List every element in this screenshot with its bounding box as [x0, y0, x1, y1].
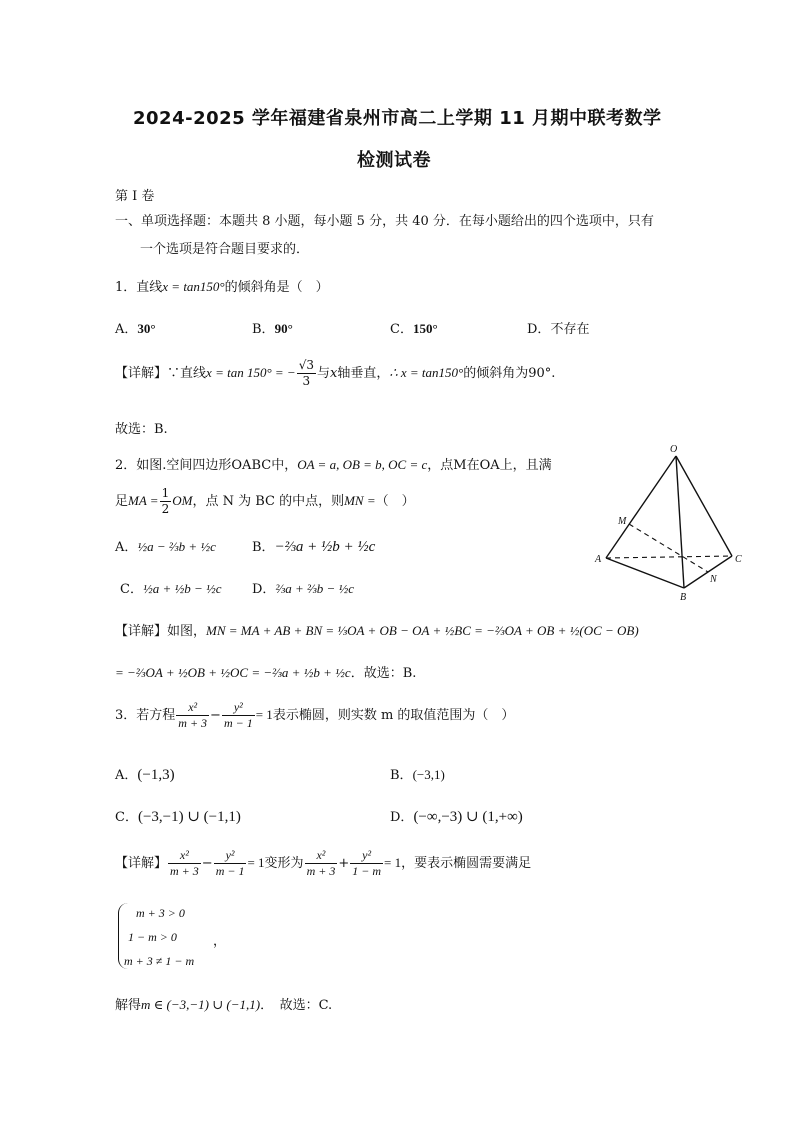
q3-detail-suffix: ，要表示椭圆需要满足	[401, 856, 532, 871]
q2-option-c-label: C．	[120, 582, 143, 597]
q3-answer: ． 故选：C.	[260, 998, 333, 1013]
q3-detail-eq2: = 1	[384, 855, 402, 870]
q2-option-b	[252, 536, 375, 556]
q2-stem-line1-end: ，点M在OA上，且满	[427, 458, 552, 473]
q3-stem-suffix: 表示椭圆，则实数 m 的取值范围为（ ）	[272, 708, 515, 723]
q3-frac-y	[222, 700, 255, 731]
q3-option-d	[390, 806, 523, 826]
q2-option-a-label: A．	[115, 540, 138, 555]
q2-half-den: 2	[161, 502, 170, 516]
q3-detail-frac-x	[168, 848, 201, 879]
q3-system-comma: ，	[213, 934, 227, 949]
label-a: A	[595, 554, 602, 565]
q1-option-d-value: 不存在	[550, 322, 590, 337]
q3-frac-x-den: m + 3	[178, 716, 208, 730]
q3-detail-frac-y2	[350, 848, 383, 879]
q1-detail-x: x	[330, 366, 338, 381]
q3-option-a	[115, 764, 175, 784]
q1-option-b	[252, 318, 293, 337]
q3-stem-prefix: 3．若方程	[115, 708, 176, 723]
q3-frac-x-num: x²	[176, 700, 209, 716]
q3-detail-frac-y-den: m − 1	[215, 864, 245, 878]
q3-option-c	[115, 806, 241, 826]
q1-frac-den: 3	[302, 374, 311, 388]
q1-option-a-label: A．	[115, 322, 138, 337]
q2-option-d-label: D．	[252, 582, 276, 597]
q2-option-a	[115, 536, 216, 555]
q3-system-line1: m + 3 > 0	[136, 906, 185, 920]
q1-stem-formula: x = tan150°	[162, 279, 225, 294]
q1-detail-fraction	[297, 358, 316, 389]
q1-option-a	[115, 318, 156, 337]
q3-option-a-label: A．	[115, 768, 138, 783]
q3-detail-frac-x2	[305, 848, 338, 879]
q3-option-d-label: D．	[390, 810, 414, 825]
q1-detail-c: 轴垂直，	[337, 366, 390, 381]
q1-stem	[115, 276, 329, 295]
q1-option-b-value: 90°	[274, 321, 293, 336]
label-n: N	[710, 574, 717, 585]
page-title-line2: 检测试卷	[357, 150, 431, 171]
because-icon: ∵	[167, 366, 181, 381]
q2-detail-line2	[115, 662, 416, 681]
edge-ab	[606, 558, 684, 588]
q3-solution	[115, 994, 332, 1013]
section-instruction-line1: 一、单项选择题：本题共 8 小题，每小题 5 分，共 40 分．在每小题给出的四个选项中，只有	[115, 214, 654, 229]
q2-stem-line1	[115, 454, 552, 473]
q2-detail-line1-formula: MN = MA + AB + BN = ⅓OA + OB − OA + ½BC = −⅔OA + OB + ½(OC − OB)	[206, 623, 639, 638]
q3-option-b-label: B．	[390, 768, 413, 783]
q3-option-b-value: (−3,1)	[412, 767, 445, 782]
q2-stem-prefix: 2．如图.空间四边形OABC中，	[115, 458, 298, 473]
q2-stem-line2-b: ，点 N 为 BC 的中点，则	[192, 494, 345, 509]
q1-detail	[115, 358, 555, 389]
q3-system-line3: m + 3 ≠ 1 − m	[124, 954, 195, 968]
q2-stem-line2	[115, 486, 415, 517]
q3-solve-formula: m ∈ (−3,−1) ∪ (−1,1)	[141, 997, 261, 1012]
q1-frac-num: √3	[298, 358, 314, 372]
q3-option-c-label: C．	[115, 810, 138, 825]
q2-vector-mn: MN =	[344, 493, 376, 508]
edge-ob	[676, 456, 684, 588]
label-b: B	[680, 592, 687, 603]
edge-ac-hidden	[606, 556, 732, 558]
q3-detail-frac-x2-den: m + 3	[306, 864, 336, 878]
q2-option-c	[120, 578, 222, 597]
q3-detail-frac-y	[214, 848, 247, 879]
q2-option-c-value: ½a + ½b − ½c	[142, 581, 222, 596]
q1-option-d-label: D．	[527, 322, 551, 337]
q3-option-b	[390, 764, 445, 783]
q1-option-b-label: B．	[252, 322, 275, 337]
q3-detail-plus: +	[338, 856, 350, 871]
page-title-line1: 2024-2025 学年福建省泉州市高二上学期 11 月期中联考数学	[133, 108, 662, 129]
q3-frac-y-num: y²	[222, 700, 255, 716]
q2-stem-line2-a: 足	[115, 494, 129, 509]
tetrahedron-figure	[592, 440, 762, 610]
q2-stem-line2-c: （ ）	[375, 494, 415, 509]
q1-answer: 故选：B.	[115, 422, 168, 437]
q1-detail-formula: x = tan 150° = −	[206, 365, 296, 380]
q3-solve-label: 解得	[115, 998, 142, 1013]
q1-option-c-label: C．	[390, 322, 413, 337]
q2-detail-line1-a: 如图，	[167, 624, 207, 639]
q2-detail-line2-formula: = −⅔OA + ½OB + ½OC = −⅔a + ½b + ½c	[115, 665, 351, 680]
q2-stem-vectors: OA = a, OB = b, OC = c	[297, 457, 428, 472]
q2-half-num: 1	[161, 486, 170, 500]
q1-option-c-value: 150°	[412, 321, 438, 336]
label-m: M	[618, 516, 627, 527]
q3-option-d-value: (−∞,−3) ∪ (1,+∞)	[413, 809, 523, 825]
q1-stem-prefix: 1．直线	[115, 280, 163, 295]
q2-option-b-label: B．	[252, 540, 275, 555]
q2-option-d	[252, 578, 354, 597]
q3-detail-frac-y2-den: 1 − m	[352, 864, 381, 878]
q1-stem-suffix: 的倾斜角是（ ）	[224, 280, 329, 295]
q3-detail-minus: −	[201, 856, 213, 871]
q3-detail-frac-x2-num: x²	[305, 848, 338, 864]
q2-answer: ．故选：B.	[350, 666, 417, 681]
q2-vector-ma: MA =	[128, 493, 159, 508]
q3-detail-mid: 变形为	[264, 856, 304, 871]
q3-detail-frac-y-num: y²	[214, 848, 247, 864]
q2-detail-tag: 【详解】	[115, 624, 168, 639]
q3-detail-frac-x-num: x²	[168, 848, 201, 864]
q3-detail-frac-x-den: m + 3	[170, 864, 199, 878]
q1-option-a-value: 30°	[137, 321, 156, 336]
q1-detail-e: 的倾斜角为90°.	[463, 366, 556, 381]
q3-frac-y-den: m − 1	[223, 716, 253, 730]
q3-detail-eq: = 1	[247, 855, 265, 870]
q3-minus: −	[210, 708, 221, 723]
q2-vector-om: OM	[172, 493, 193, 508]
q3-stem	[115, 700, 514, 731]
q2-detail-line1	[115, 620, 639, 639]
part-label: 第 I 卷	[115, 189, 155, 204]
q3-system-line2: 1 − m > 0	[128, 930, 177, 944]
q1-detail-tag: 【详解】	[115, 366, 168, 381]
label-o: O	[670, 444, 678, 455]
q1-option-d	[527, 318, 589, 337]
q2-option-d-value: ⅔a + ⅔b − ½c	[275, 581, 355, 596]
q3-frac-x	[176, 700, 209, 731]
q2-option-a-value: ½a − ⅔b + ½c	[137, 539, 216, 554]
q3-option-a-value: (−1,3)	[137, 767, 175, 783]
q1-detail-a: 直线	[180, 366, 207, 381]
segment-mn-hidden	[629, 524, 708, 572]
q3-detail	[115, 848, 531, 879]
q3-detail-tag: 【详解】	[115, 856, 168, 871]
section-instruction-line2: 一个选项是符合题目要求的．	[140, 242, 310, 257]
q3-eq: = 1	[255, 707, 273, 722]
q3-detail-frac-y2-num: y²	[350, 848, 383, 864]
q1-detail-b: 与	[316, 366, 330, 381]
q2-half-fraction	[160, 486, 172, 517]
edge-oc	[676, 456, 732, 556]
q1-detail-d: ∴ x = tan150°	[389, 365, 464, 380]
q1-option-c	[390, 318, 438, 337]
q3-option-c-value: (−3,−1) ∪ (−1,1)	[137, 809, 241, 825]
edge-oa	[606, 456, 676, 558]
label-c: C	[735, 554, 742, 565]
q2-option-b-value: −⅔a + ½b + ½c	[274, 539, 376, 555]
